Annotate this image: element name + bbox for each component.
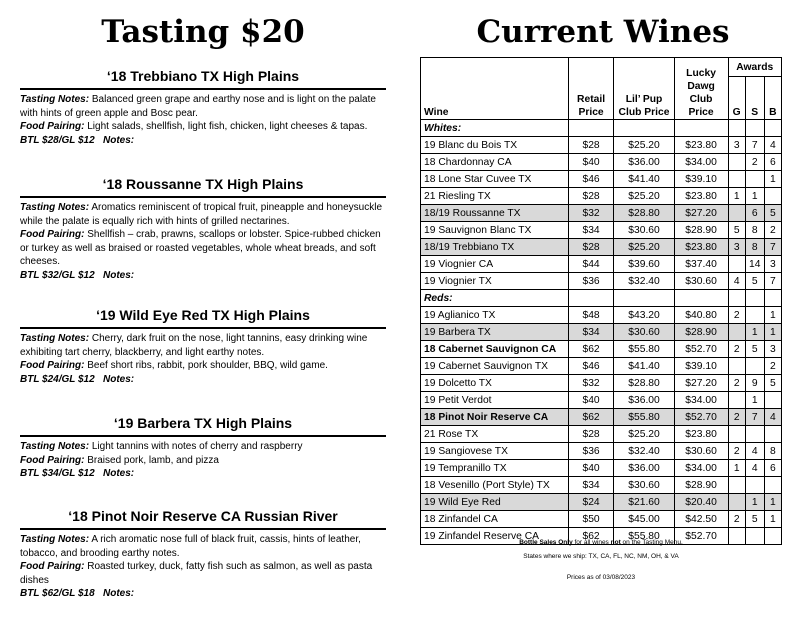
- empty-cell: [728, 290, 745, 307]
- cell-lucky: $28.90: [674, 324, 728, 341]
- wine-price: BTL $32/GL $12: [20, 269, 95, 281]
- wine-name: ‘19 Wild Eye Red TX High Plains: [96, 307, 310, 323]
- table-row: [421, 324, 782, 341]
- tasting-column: [20, 0, 386, 599]
- cell-wine: 19 Blanc du Bois TX: [421, 137, 569, 154]
- cell-b: 8: [764, 443, 781, 460]
- cell-b: 2: [764, 358, 781, 375]
- cell-b: 1: [764, 494, 781, 511]
- table-row: [421, 477, 782, 494]
- cell-lilpup: $39.60: [614, 256, 674, 273]
- notes-label: Notes:: [103, 373, 135, 385]
- cell-lucky: $37.40: [674, 256, 728, 273]
- wine-price: BTL $24/GL $12: [20, 373, 95, 385]
- cell-wine: 19 Sauvignon Blanc TX: [421, 222, 569, 239]
- wine-table-body: [421, 120, 782, 545]
- cell-wine: 18/19 Trebbiano TX: [421, 239, 569, 256]
- col-header-silver: S: [745, 77, 764, 120]
- cell-retail: $40: [568, 154, 614, 171]
- wine-details: [20, 88, 386, 147]
- cell-s: 7: [745, 137, 764, 154]
- cell-lilpup: $43.20: [614, 307, 674, 324]
- sales-note-text: for all wines: [572, 539, 611, 546]
- cell-s: [745, 358, 764, 375]
- wine-details: [20, 435, 386, 481]
- cell-lucky: $20.40: [674, 494, 728, 511]
- cell-retail: $28: [568, 137, 614, 154]
- cell-g: 5: [728, 222, 745, 239]
- cell-lucky: $34.00: [674, 392, 728, 409]
- cell-b: 5: [764, 375, 781, 392]
- cell-lucky: $34.00: [674, 460, 728, 477]
- tasting-wine-roussanne: [20, 175, 386, 282]
- cell-b: [764, 392, 781, 409]
- cell-b: [764, 477, 781, 494]
- cell-wine: 19 Zinfandel Reserve CA: [421, 528, 569, 545]
- cell-retail: $24: [568, 494, 614, 511]
- cell-b: 1: [764, 171, 781, 188]
- notes-label: Notes:: [103, 588, 135, 599]
- cell-s: 5: [745, 341, 764, 358]
- tasting-notes: Balanced green grape and earthy nose and is light on the palate with hints of green apple and Bosc pear.: [20, 94, 376, 119]
- cell-b: 5: [764, 205, 781, 222]
- cell-retail: $28: [568, 426, 614, 443]
- cell-lucky: $52.70: [674, 528, 728, 545]
- cell-retail: $40: [568, 460, 614, 477]
- cell-lucky: $39.10: [674, 358, 728, 375]
- cell-g: 3: [728, 137, 745, 154]
- cell-lucky: $23.80: [674, 426, 728, 443]
- cell-lilpup: $55.80: [614, 528, 674, 545]
- empty-cell: [764, 290, 781, 307]
- cell-s: [745, 307, 764, 324]
- cell-lucky: $30.60: [674, 273, 728, 290]
- tasting-notes: A rich aromatic nose full of black fruit, cassis, hints of leather, tobacco, and brooding earthy notes.: [20, 534, 361, 559]
- tasting-wine-pinot-noir: [20, 507, 386, 601]
- cell-wine: 19 Sangiovese TX: [421, 443, 569, 460]
- table-row: [421, 460, 782, 477]
- tasting-notes: Light tannins with notes of cherry and raspberry: [91, 441, 303, 452]
- cell-wine: 19 Viognier CA: [421, 256, 569, 273]
- cell-retail: $34: [568, 222, 614, 239]
- table-row: [421, 239, 782, 256]
- cell-g: [728, 324, 745, 341]
- cell-b: 4: [764, 409, 781, 426]
- shipping-states: States where we ship: TX, CA, FL, NC, NM, OH, & VA: [523, 553, 679, 560]
- empty-cell: [614, 290, 674, 307]
- cell-b: [764, 188, 781, 205]
- table-row: [421, 273, 782, 290]
- cell-b: 7: [764, 273, 781, 290]
- cell-lilpup: $21.60: [614, 494, 674, 511]
- cell-b: 1: [764, 324, 781, 341]
- cell-lucky: $27.20: [674, 375, 728, 392]
- empty-cell: [568, 120, 614, 137]
- wine-details: [20, 327, 386, 386]
- sales-note-text-end: on the Tasting Menu.: [620, 539, 683, 546]
- cell-lucky: $52.70: [674, 409, 728, 426]
- cell-lilpup: $36.00: [614, 460, 674, 477]
- cell-retail: $34: [568, 477, 614, 494]
- cell-b: 2: [764, 222, 781, 239]
- cell-lilpup: $28.80: [614, 375, 674, 392]
- section-header-row: [421, 290, 782, 307]
- cell-retail: $36: [568, 273, 614, 290]
- cell-lucky: $34.00: [674, 154, 728, 171]
- prices-as-of: Prices as of 03/08/2023: [566, 574, 636, 581]
- cell-s: 14: [745, 256, 764, 273]
- wine-price: BTL $28/GL $12: [20, 134, 95, 146]
- cell-g: 2: [728, 375, 745, 392]
- cell-s: [745, 477, 764, 494]
- cell-lilpup: $28.80: [614, 205, 674, 222]
- cell-s: 4: [745, 443, 764, 460]
- cell-retail: $28: [568, 188, 614, 205]
- col-header-retail: Retail Price: [568, 58, 614, 120]
- cell-wine: 19 Aglianico TX: [421, 307, 569, 324]
- cell-lilpup: $25.20: [614, 188, 674, 205]
- cell-wine: 21 Rose TX: [421, 426, 569, 443]
- cell-g: [728, 154, 745, 171]
- cell-s: 5: [745, 273, 764, 290]
- food-pairing: Shellfish – crab, prawns, scallops or lobster. Spice-rubbed chicken or turkey as well as braised or roasted vegetables, whole wheat breads, and soft cheeses.: [20, 229, 381, 267]
- cell-b: 4: [764, 137, 781, 154]
- food-pairing: Braised pork, lamb, and pizza: [87, 454, 219, 466]
- food-pairing-label: Food Pairing:: [20, 561, 85, 572]
- cell-lilpup: $25.20: [614, 426, 674, 443]
- empty-cell: [745, 290, 764, 307]
- cell-lucky: $40.80: [674, 307, 728, 324]
- table-row: [421, 358, 782, 375]
- food-pairing: Roasted turkey, duck, fatty fish such as salmon, as well as pasta dishes: [20, 561, 373, 586]
- wine-details: [20, 528, 386, 601]
- cell-lilpup: $36.00: [614, 154, 674, 171]
- cell-wine: 19 Tempranillo TX: [421, 460, 569, 477]
- cell-lucky: $23.80: [674, 137, 728, 154]
- cell-lucky: $30.60: [674, 443, 728, 460]
- table-row: [421, 443, 782, 460]
- cell-lucky: $28.90: [674, 222, 728, 239]
- tasting-notes-label: Tasting Notes:: [20, 333, 90, 344]
- cell-s: 8: [745, 222, 764, 239]
- table-row: [421, 222, 782, 239]
- cell-wine: 19 Barbera TX: [421, 324, 569, 341]
- cell-g: [728, 494, 745, 511]
- tasting-wine-wild-eye-red: [20, 306, 386, 386]
- section-label: Reds:: [421, 290, 569, 307]
- cell-s: 5: [745, 511, 764, 528]
- cell-wine: 19 Dolcetto TX: [421, 375, 569, 392]
- cell-wine: 19 Cabernet Sauvignon TX: [421, 358, 569, 375]
- cell-s: 6: [745, 205, 764, 222]
- cell-s: 8: [745, 239, 764, 256]
- cell-b: 7: [764, 239, 781, 256]
- food-pairing: Beef short ribs, rabbit, pork shoulder, BBQ, wild game.: [87, 360, 328, 371]
- cell-s: 2: [745, 154, 764, 171]
- wine-price: BTL $34/GL $12: [20, 468, 95, 479]
- cell-g: [728, 358, 745, 375]
- wine-name: ‘18 Trebbiano TX High Plains: [106, 68, 300, 84]
- cell-b: 6: [764, 154, 781, 171]
- empty-cell: [674, 120, 728, 137]
- table-row: [421, 188, 782, 205]
- sales-note-bold: Bottle Sales Only: [519, 539, 573, 546]
- cell-lilpup: $30.60: [614, 222, 674, 239]
- food-pairing-label: Food Pairing:: [20, 121, 85, 132]
- table-row: [421, 392, 782, 409]
- cell-lucky: $27.20: [674, 205, 728, 222]
- cell-lilpup: $30.60: [614, 324, 674, 341]
- col-header-wine: Wine: [421, 58, 569, 120]
- tasting-wine-barbera: [20, 414, 386, 481]
- cell-g: [728, 426, 745, 443]
- table-row: [421, 171, 782, 188]
- cell-lucky: $42.50: [674, 511, 728, 528]
- empty-cell: [728, 120, 745, 137]
- table-row: [421, 307, 782, 324]
- empty-cell: [674, 290, 728, 307]
- table-row: [421, 205, 782, 222]
- cell-s: 4: [745, 460, 764, 477]
- cell-lucky: $28.90: [674, 477, 728, 494]
- table-row: [421, 137, 782, 154]
- cell-lucky: $23.80: [674, 239, 728, 256]
- wine-name: ‘18 Roussanne TX High Plains: [102, 176, 304, 192]
- cell-g: 2: [728, 307, 745, 324]
- section-label: Whites:: [421, 120, 569, 137]
- cell-retail: $62: [568, 409, 614, 426]
- cell-b: 1: [764, 307, 781, 324]
- bottle-sales-note: [420, 539, 782, 546]
- col-header-bronze: B: [764, 77, 781, 120]
- tasting-wine-trebbiano: [20, 67, 386, 147]
- cell-s: [745, 171, 764, 188]
- wine-name: ‘18 Pinot Noir Reserve CA Russian River: [68, 508, 338, 524]
- cell-retail: $48: [568, 307, 614, 324]
- cell-lucky: $52.70: [674, 341, 728, 358]
- current-wines-title: Current Wines: [476, 14, 730, 50]
- col-header-lilpup: Lil’ Pup Club Price: [614, 58, 674, 120]
- table-row: [421, 494, 782, 511]
- cell-lucky: $39.10: [674, 171, 728, 188]
- cell-wine: 19 Petit Verdot: [421, 392, 569, 409]
- table-row: [421, 375, 782, 392]
- cell-retail: $62: [568, 341, 614, 358]
- tasting-notes-label: Tasting Notes:: [20, 202, 90, 213]
- cell-wine: 21 Riesling TX: [421, 188, 569, 205]
- cell-lilpup: $25.20: [614, 239, 674, 256]
- cell-wine: 19 Wild Eye Red: [421, 494, 569, 511]
- col-header-lucky: Lucky Dawg Club Price: [674, 58, 728, 120]
- cell-wine: 18 Chardonnay CA: [421, 154, 569, 171]
- wine-price-table: [420, 57, 782, 545]
- cell-lilpup: $36.00: [614, 392, 674, 409]
- cell-retail: $40: [568, 392, 614, 409]
- cell-retail: $28: [568, 239, 614, 256]
- cell-wine: 18 Pinot Noir Reserve CA: [421, 409, 569, 426]
- cell-s: 1: [745, 188, 764, 205]
- table-row: [421, 426, 782, 443]
- cell-lilpup: $45.00: [614, 511, 674, 528]
- cell-g: [728, 171, 745, 188]
- cell-retail: $32: [568, 205, 614, 222]
- tasting-notes: Aromatics reminiscent of tropical fruit, pineapple and honeysuckle while the palate is equally rich with hints of grilled nectarines.: [20, 202, 383, 227]
- cell-g: [728, 392, 745, 409]
- cell-g: 2: [728, 443, 745, 460]
- cell-g: 3: [728, 239, 745, 256]
- cell-b: 3: [764, 256, 781, 273]
- cell-g: 1: [728, 188, 745, 205]
- table-row: [421, 409, 782, 426]
- cell-wine: 18 Zinfandel CA: [421, 511, 569, 528]
- empty-cell: [764, 120, 781, 137]
- notes-label: Notes:: [103, 269, 135, 281]
- cell-retail: $34: [568, 324, 614, 341]
- cell-b: 1: [764, 511, 781, 528]
- cell-g: 2: [728, 341, 745, 358]
- section-header-row: [421, 120, 782, 137]
- sales-note-not: not: [610, 539, 621, 546]
- food-pairing: Light salads, shellfish, light fish, chicken, light cheeses & tapas.: [87, 121, 368, 132]
- table-row: [421, 154, 782, 171]
- cell-lilpup: $32.40: [614, 443, 674, 460]
- cell-retail: $36: [568, 443, 614, 460]
- cell-wine: 18 Vesenillo (Port Style) TX: [421, 477, 569, 494]
- cell-g: 1: [728, 460, 745, 477]
- cell-s: 1: [745, 392, 764, 409]
- tasting-notes: Cherry, dark fruit on the nose, light tannins, easy drinking wine exhibiting tart cherry, blackberry, and light earthy notes.: [20, 333, 368, 358]
- food-pairing-label: Food Pairing:: [20, 454, 85, 466]
- cell-s: 9: [745, 375, 764, 392]
- cell-g: 2: [728, 409, 745, 426]
- cell-s: [745, 426, 764, 443]
- cell-retail: $46: [568, 171, 614, 188]
- cell-b: 3: [764, 341, 781, 358]
- cell-lilpup: $55.80: [614, 341, 674, 358]
- food-pairing-label: Food Pairing:: [20, 360, 85, 371]
- tasting-notes-label: Tasting Notes:: [20, 94, 90, 105]
- cell-g: 2: [728, 511, 745, 528]
- notes-label: Notes:: [103, 134, 135, 146]
- cell-lilpup: $25.20: [614, 137, 674, 154]
- cell-b: 6: [764, 460, 781, 477]
- cell-retail: $32: [568, 375, 614, 392]
- empty-cell: [568, 290, 614, 307]
- cell-retail: $46: [568, 358, 614, 375]
- cell-s: 1: [745, 494, 764, 511]
- wine-name: ‘19 Barbera TX High Plains: [113, 415, 293, 431]
- cell-g: 4: [728, 273, 745, 290]
- cell-s: 7: [745, 409, 764, 426]
- cell-lucky: $23.80: [674, 188, 728, 205]
- cell-retail: $62: [568, 528, 614, 545]
- current-wines-column: [420, 0, 786, 581]
- tasting-notes-label: Tasting Notes:: [20, 441, 90, 452]
- wine-details: [20, 196, 386, 282]
- cell-b: [764, 426, 781, 443]
- cell-wine: 19 Viognier TX: [421, 273, 569, 290]
- table-row: [421, 511, 782, 528]
- notes-label: Notes:: [103, 468, 135, 479]
- empty-cell: [614, 120, 674, 137]
- col-header-awards: Awards: [728, 58, 781, 77]
- empty-cell: [745, 120, 764, 137]
- col-header-gold: G: [728, 77, 745, 120]
- cell-s: 1: [745, 324, 764, 341]
- cell-g: [728, 256, 745, 273]
- cell-g: [728, 205, 745, 222]
- food-pairing-label: Food Pairing:: [20, 229, 85, 240]
- table-row: [421, 256, 782, 273]
- cell-lilpup: $55.80: [614, 409, 674, 426]
- cell-wine: 18 Lone Star Cuvee TX: [421, 171, 569, 188]
- cell-lilpup: $32.40: [614, 273, 674, 290]
- cell-g: [728, 477, 745, 494]
- cell-retail: $44: [568, 256, 614, 273]
- tasting-title: Tasting $20: [101, 14, 305, 50]
- cell-retail: $50: [568, 511, 614, 528]
- table-row: [421, 341, 782, 358]
- cell-lilpup: $41.40: [614, 358, 674, 375]
- cell-wine: 18/19 Roussanne TX: [421, 205, 569, 222]
- cell-lilpup: $41.40: [614, 171, 674, 188]
- tasting-notes-label: Tasting Notes:: [20, 534, 90, 545]
- wine-price: BTL $62/GL $18: [20, 588, 95, 599]
- cell-lilpup: $30.60: [614, 477, 674, 494]
- cell-wine: 18 Cabernet Sauvignon CA: [421, 341, 569, 358]
